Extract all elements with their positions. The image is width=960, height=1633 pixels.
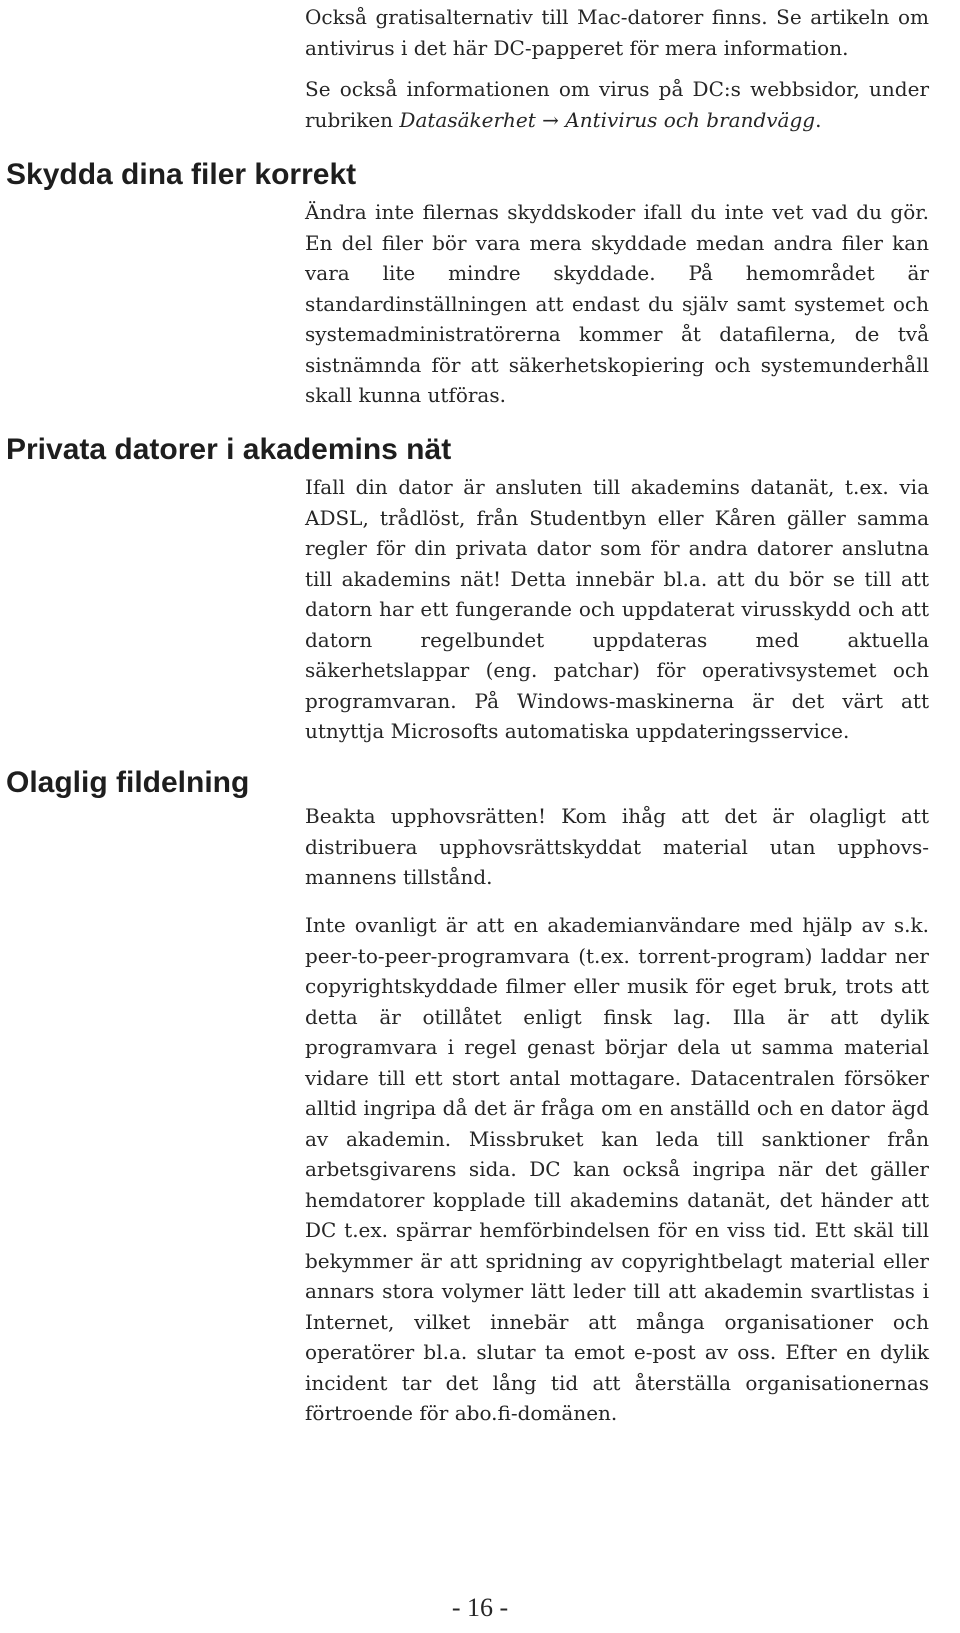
paragraph-p2p-filesharing: Inte ovanligt är att en akademianvändare med hjälp av s.k. peer-to-peer-programvara (t.ex. torrent-program) laddar ner copyrightskyddade filmer eller musik för eget bruk, trots att detta är otillåtet enligt finsk lag. Illa är att dylik programvara i regel genast börjar dela ut samma material vidare till ett stort antal mottagare. Datacentralen försöker alltid ingripa då det är fråga om en anställd och en dator ägd av akademin. Missbruket kan leda till sanktioner från arbetsgivarens sida. DC kan också ingripa när det gäller hemdatorer kopplade till akademins datanät, det händer att DC t.ex. spärrar hemförbindelsen för en viss tid. Ett skäl till bekymmer är att spridning av copyrightbelagt material eller annars stora volymer lätt leder till att akademin svartlistas i Internet, vilket innebär att många organisationer och operatörer bl.a. slutar ta emot e-post av oss. Efter en dylik incident tar det lång tid att återställa organisationernas förtroende för abo.fi-domänen. [305,913,929,1425]
section-heading-olaglig-fildelning: Olaglig fildelning [6,766,250,799]
paragraph-private-computers: Ifall din dator är ansluten till akademins datanät, t.ex. via ADSL, trådlöst, från Studentbyn eller Kåren gäller samma regler för din privata dator som för andra datorer anslutna till akademins nät! Detta innebär bl.a. att du bör se till att datorn har ett fungerande och uppdaterat virusskydd och att datorn regelbundet uppdateras med aktuella säkerhetslappar (eng. patchar) för operativsystemet och programvaran. På Windows-maskinerna är det värt att utnyttja Microsofts automatiska uppdateringsservice. [305,475,929,743]
section-heading-skydda-filer: Skydda dina filer korrekt [6,158,357,191]
arrow-glyph: → [535,107,566,132]
link-antivirus-och-brandvagg: Antivirus och brandvägg [565,107,816,132]
page-number: - 16 - [451,1593,509,1622]
link-datasakerhet: Datasäkerhet [399,107,536,132]
paragraph-virus-info [305,74,929,135]
paragraph-file-protection: Ändra inte filernas skyddskoder ifall du inte vet vad du gör. En del filer bör vara mera skyddade medan andra filer kan vara lite mindre skyddade. På hemområdet är standardinställningen att endast du själv samt systemet och systemadministratörerna kommer åt datafilerna, de två sistnämnda för att säkerhetskopiering och systemunderhåll skall kunna utföras. [305,200,929,407]
section-heading-privata-datorer: Privata datorer i akademins nät [6,433,452,466]
paragraph-copyright-notice: Beakta upphovsrätten! Kom ihåg att det är olagligt att distribuera upphovsrättskyddat material utan upphovsmannens tillstånd. [305,804,929,889]
virus-info-prefix: Se också informationen om virus på DC:s webbsidor, under rubriken [305,77,929,132]
paragraph-mac-alternatives: Också gratisalternativ till Mac-datorer finns. Se artikeln om antivirus i det här DC-papperet för mera information. [305,5,929,60]
virus-info-suffix: . [815,107,822,132]
